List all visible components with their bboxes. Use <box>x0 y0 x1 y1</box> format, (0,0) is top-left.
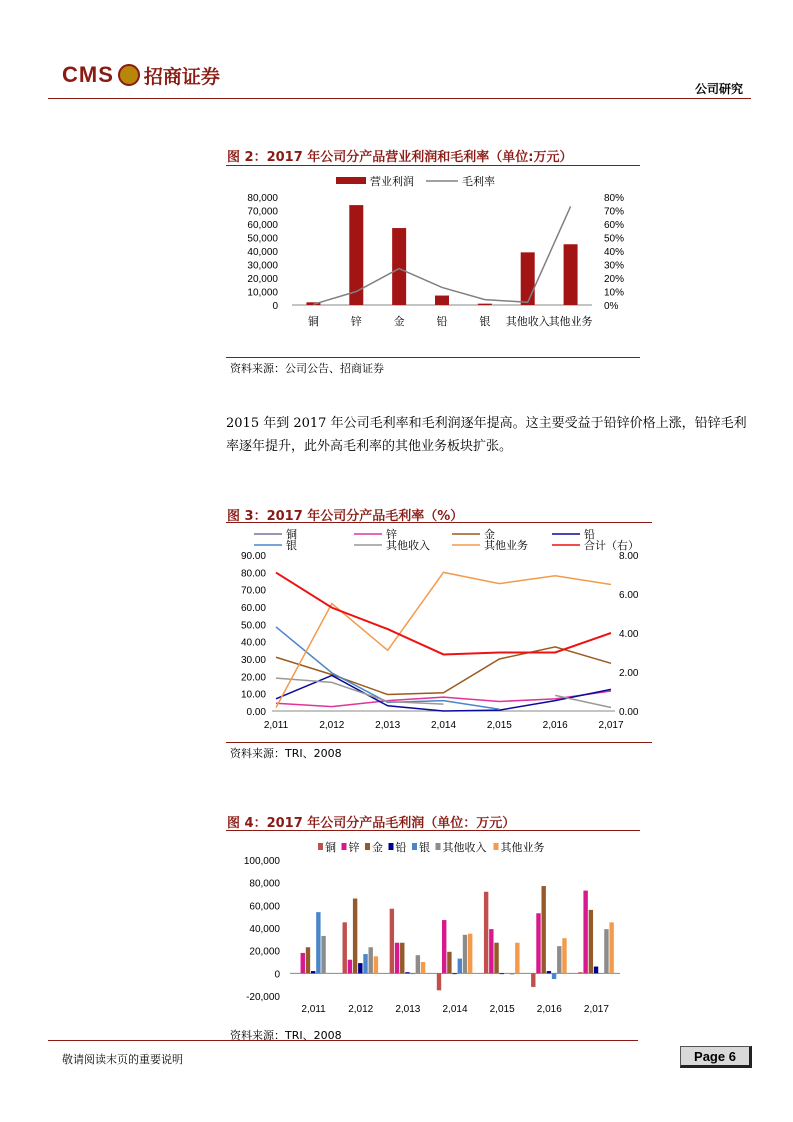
bar <box>416 955 420 973</box>
bar <box>604 929 608 973</box>
figure-4-chart <box>226 833 640 1023</box>
legend-label: 银 <box>419 842 430 854</box>
footer-divider <box>48 1040 638 1041</box>
left-tick-label: 10.00 <box>240 689 266 701</box>
category-label: 锌 <box>350 316 362 328</box>
legend-label-margin: 毛利率 <box>462 176 495 188</box>
right-tick-label: 30% <box>604 260 625 272</box>
y-tick-label: -20,000 <box>246 992 280 1003</box>
figure-2-title: 图 2：2017 年公司分产品营业利润和毛利率（单位:万元） <box>227 150 573 165</box>
category-label: 铅 <box>436 316 448 328</box>
right-tick-label: 6.00 <box>619 590 639 601</box>
legend-label: 合计（右） <box>584 540 639 552</box>
y-tick-label: 0 <box>274 969 280 981</box>
legend-label: 锌 <box>348 842 360 854</box>
left-tick-label: 40.00 <box>240 637 266 649</box>
bar <box>541 886 545 973</box>
y-tick-label: 60,000 <box>249 901 280 913</box>
figure-3-chart <box>226 525 652 739</box>
figure-3-title: 图 3：2017 年公司分产品毛利率（%） <box>227 509 464 524</box>
bar <box>510 973 514 974</box>
bar <box>547 971 551 973</box>
bar <box>405 972 409 973</box>
left-tick-label: 0.00 <box>246 707 266 718</box>
y-tick-label: 40,000 <box>249 924 280 935</box>
left-tick-label: 30.00 <box>240 655 266 666</box>
bar <box>358 963 362 973</box>
figure-4-top-rule <box>226 830 640 831</box>
x-tick-label: 2,016 <box>542 720 568 731</box>
legend-swatch <box>494 843 499 850</box>
category-label: 铜 <box>307 316 319 328</box>
legend-label: 锌 <box>386 529 397 541</box>
footer-note: 敬请阅读末页的重要说明 <box>62 1053 183 1066</box>
legend-label-operating-profit: 营业利润 <box>370 176 414 188</box>
bar-operating-profit <box>349 205 363 305</box>
figure-3-top-rule <box>226 522 652 523</box>
bar <box>489 929 493 973</box>
bar-operating-profit <box>435 296 449 305</box>
right-tick-label: 80% <box>604 193 625 204</box>
category-label: 2,016 <box>536 1004 562 1015</box>
figure-2-source: 资料来源：公司公告、招商证券 <box>230 362 384 375</box>
bar <box>437 973 441 990</box>
section-label: 公司研究 <box>694 82 743 96</box>
x-tick-label: 2,013 <box>375 720 401 731</box>
header-divider <box>48 98 751 99</box>
category-label: 银 <box>479 316 491 328</box>
bar <box>494 943 498 974</box>
figure-2-top-rule <box>226 165 640 166</box>
bar <box>348 960 352 974</box>
right-tick-label: 70% <box>604 206 625 218</box>
legend-swatch <box>365 843 370 850</box>
bar <box>463 935 467 974</box>
figure-4-source: 资料来源：TRI、2008 <box>230 1029 342 1042</box>
legend-swatch <box>436 843 441 850</box>
bar <box>452 973 456 974</box>
bar <box>557 946 561 973</box>
page-number: Page 6 <box>680 1046 752 1068</box>
legend-label: 铜 <box>325 842 336 854</box>
right-tick-label: 60% <box>604 220 625 231</box>
legend-swatch <box>389 843 394 850</box>
legend-swatch-operating-profit <box>336 177 366 184</box>
bar <box>578 972 582 973</box>
left-tick-label: 60,000 <box>247 220 278 231</box>
left-tick-label: 50,000 <box>247 233 278 245</box>
bar <box>562 938 566 973</box>
category-label: 2,014 <box>442 1004 468 1015</box>
legend-label: 其他收入 <box>442 842 487 854</box>
body-paragraph: 2015 年到 2017 年公司毛利率和毛利润逐年提高。这主要受益于铅锌价格上涨，铅锌毛利率逐年提升，此外高毛利率的其他业务板块扩张。 <box>226 416 747 454</box>
x-tick-label: 2,015 <box>486 720 512 731</box>
bar <box>531 973 535 987</box>
figure-4-title: 图 4：2017 年公司分产品毛利润（单位：万元） <box>227 816 516 831</box>
legend-label: 铅 <box>395 842 407 854</box>
logo-emblem-icon <box>118 64 140 86</box>
bar <box>500 973 504 974</box>
category-label: 金 <box>393 316 405 328</box>
left-tick-label: 40,000 <box>247 247 278 258</box>
x-tick-label: 2,014 <box>430 720 457 731</box>
right-tick-label: 2.00 <box>619 668 639 679</box>
bar <box>583 891 587 974</box>
right-tick-label: 0% <box>604 301 619 312</box>
right-tick-label: 20% <box>604 274 625 285</box>
x-tick-label: 2,012 <box>319 720 345 731</box>
figure-2-chart <box>226 168 640 356</box>
bar <box>515 943 519 974</box>
left-tick-label: 60.00 <box>240 603 266 614</box>
legend-swatch <box>318 843 323 850</box>
left-tick-label: 80.00 <box>240 568 266 580</box>
legend-swatch <box>342 843 347 850</box>
legend-label: 铜 <box>286 529 297 541</box>
bar <box>552 973 556 979</box>
bar <box>458 959 462 974</box>
legend-label: 金 <box>372 842 383 854</box>
legend-label: 银 <box>286 540 297 552</box>
bar <box>447 952 451 974</box>
bar-operating-profit <box>478 304 492 305</box>
bar <box>306 947 310 973</box>
legend-label: 其他收入 <box>386 540 430 552</box>
bar <box>410 973 414 974</box>
y-tick-label: 100,000 <box>243 856 280 867</box>
bar <box>609 922 613 973</box>
y-tick-label: 20,000 <box>249 946 280 958</box>
figure-3-bottom-rule <box>226 742 652 743</box>
legend-label: 铅 <box>584 529 595 541</box>
category-label: 2,013 <box>395 1004 421 1015</box>
bar <box>468 934 472 974</box>
bar <box>301 953 305 973</box>
right-tick-label: 50% <box>604 233 625 245</box>
left-tick-label: 20,000 <box>247 274 278 285</box>
bar-operating-profit <box>521 252 535 305</box>
bar <box>421 962 425 973</box>
left-tick-label: 70.00 <box>240 585 266 597</box>
right-tick-label: 10% <box>604 287 625 299</box>
bar-operating-profit <box>564 244 578 305</box>
legend-label: 金 <box>484 529 495 541</box>
category-label: 其他收入 <box>505 316 550 328</box>
series-line <box>555 695 611 707</box>
logo-text: CMS <box>62 62 114 87</box>
bar <box>374 956 378 973</box>
bar <box>589 910 593 973</box>
bar <box>321 936 325 973</box>
bar <box>363 954 367 973</box>
bar <box>594 967 598 974</box>
category-label: 2,012 <box>348 1004 374 1015</box>
bar <box>353 899 357 974</box>
figure-2-bottom-rule <box>226 357 640 358</box>
category-label: 2,017 <box>583 1004 609 1015</box>
right-tick-label: 4.00 <box>619 629 639 640</box>
right-tick-label: 40% <box>604 247 625 258</box>
x-tick-label: 2,017 <box>598 720 624 731</box>
bar-operating-profit <box>392 228 406 305</box>
left-tick-label: 0 <box>272 301 278 312</box>
category-label: 其他业务 <box>548 316 593 328</box>
left-tick-label: 10,000 <box>247 287 278 299</box>
category-label: 2,011 <box>301 1004 326 1015</box>
bar <box>395 943 399 974</box>
bar <box>390 909 394 974</box>
bar <box>343 922 347 973</box>
left-tick-label: 50.00 <box>240 620 266 632</box>
bar <box>316 912 320 973</box>
left-tick-label: 80,000 <box>247 193 278 204</box>
x-tick-label: 2,011 <box>263 720 289 731</box>
legend-label: 其他业务 <box>500 842 545 854</box>
left-tick-label: 30,000 <box>247 260 278 272</box>
left-tick-label: 90.00 <box>240 551 266 562</box>
right-tick-label: 8.00 <box>619 551 639 562</box>
figure-3-source: 资料来源：TRI、2008 <box>230 747 342 760</box>
bar <box>442 920 446 973</box>
bar <box>369 947 373 973</box>
legend-swatch <box>412 843 417 850</box>
bar <box>484 892 488 974</box>
left-tick-label: 70,000 <box>247 206 278 218</box>
company-logo <box>62 60 220 90</box>
left-tick-label: 20.00 <box>240 672 266 684</box>
right-tick-label: 0.00 <box>619 707 639 718</box>
logo-chinese-name: 招商证券 <box>143 65 220 88</box>
series-line <box>276 572 611 707</box>
category-label: 2,015 <box>489 1004 515 1015</box>
bar <box>400 943 404 974</box>
bar <box>536 913 540 973</box>
y-tick-label: 80,000 <box>249 878 280 890</box>
legend-label: 其他业务 <box>484 540 528 552</box>
bar <box>311 971 315 973</box>
